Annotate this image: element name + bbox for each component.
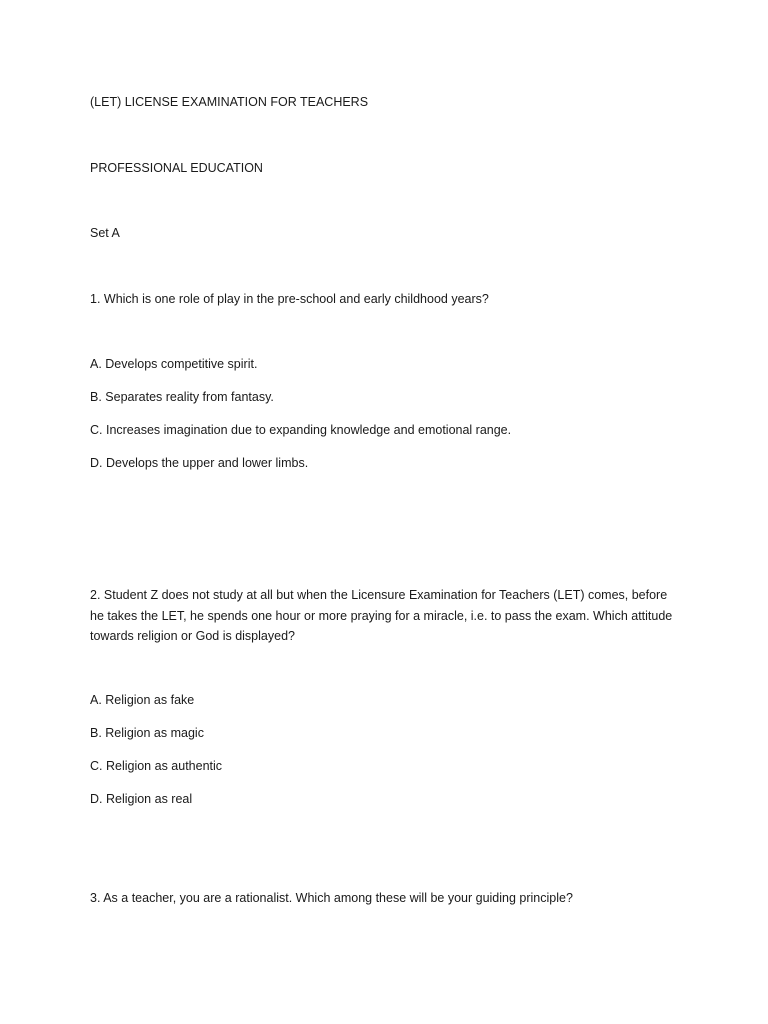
subject-heading: PROFESSIONAL EDUCATION [90,161,263,175]
question-2-choice-c: C. Religion as authentic [90,759,223,773]
question-1-choice-a: A. Develops competitive spirit. [90,357,258,371]
question-1-choice-d: D. Develops the upper and lower limbs. [90,456,309,470]
question-1-choice-b: B. Separates reality from fantasy. [90,390,274,404]
question-1-text: 1. Which is one role of play in the pre-school and early childhood years? [90,292,489,306]
document-title: (LET) LICENSE EXAMINATION FOR TEACHERS [90,95,369,109]
question-2-choice-a: A. Religion as fake [90,693,195,707]
question-1-choice-c: C. Increases imagination due to expanding knowledge and emotional range. [90,423,512,437]
set-label: Set A [90,226,120,240]
question-2-choice-d: D. Religion as real [90,792,193,806]
question-2-text: 2. Student Z does not study at all but when the Licensure Examination for Teachers (LET) comes, before he takes the LET, he spends one hour or more praying for a miracle, i.e. to pass the exam. Which attitude towards religion or God is displayed? [90,588,673,643]
question-2-choice-b: B. Religion as magic [90,726,204,740]
question-3-text: 3. As a teacher, you are a rationalist. Which among these will be your guiding principle? [90,891,573,905]
